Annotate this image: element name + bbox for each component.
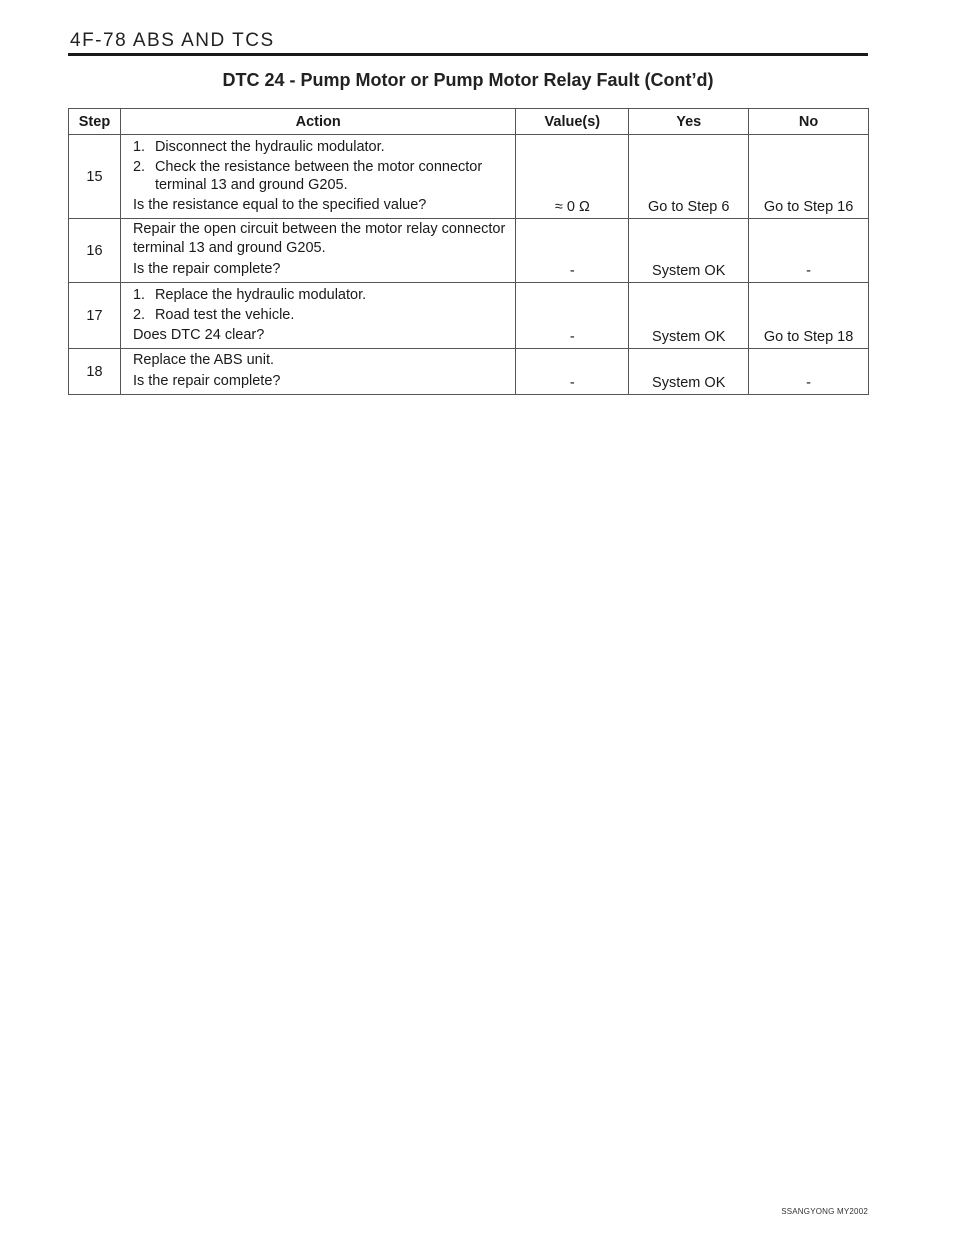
- action-question: Is the repair complete?: [132, 261, 281, 277]
- page-header: 4F-78 ABS AND TCS: [70, 30, 275, 51]
- table-row: [69, 283, 869, 349]
- no-cell: Go to Step 16: [749, 135, 869, 219]
- column-header-yes: Yes: [629, 109, 749, 135]
- action-step: 1. Disconnect the hydraulic modulator.: [132, 139, 385, 155]
- yes-cell: System OK: [629, 349, 749, 395]
- step-number: 18: [69, 349, 121, 395]
- yes-cell: System OK: [629, 283, 749, 349]
- table-header-row: [69, 109, 869, 135]
- step-number: 17: [69, 283, 121, 349]
- page-footer: SSANGYONG MY2002: [781, 1207, 868, 1216]
- value-cell: -: [516, 349, 629, 395]
- action-cell: [120, 219, 515, 283]
- no-cell: -: [749, 349, 869, 395]
- action-step: 1. Replace the hydraulic modulator.: [132, 287, 367, 303]
- table-row: [69, 135, 869, 219]
- yes-cell: Go to Step 6: [629, 135, 749, 219]
- table-row: [69, 219, 869, 283]
- value-cell: ≈ 0 Ω: [516, 135, 629, 219]
- action-step: 2. Road test the vehicle.: [132, 307, 295, 323]
- no-cell: -: [749, 219, 869, 283]
- column-header-values: Value(s): [516, 109, 629, 135]
- page-title: DTC 24 - Pump Motor or Pump Motor Relay Fault (Cont’d): [222, 70, 714, 90]
- action-text: Repair the open circuit between the motor relay connector terminal 13 and ground G205.: [132, 221, 506, 256]
- value-cell: -: [516, 283, 629, 349]
- column-header-step: Step: [69, 109, 121, 135]
- action-step: 2. Check the resistance between the motor connector terminal 13 and ground G205.: [132, 159, 483, 193]
- action-text: Replace the ABS unit.: [132, 352, 275, 368]
- header-rule: [68, 53, 868, 56]
- diagnostic-table: [68, 108, 869, 395]
- action-cell: [120, 283, 515, 349]
- action-cell: [120, 135, 515, 219]
- column-header-no: No: [749, 109, 869, 135]
- action-cell: [120, 349, 515, 395]
- yes-cell: System OK: [629, 219, 749, 283]
- column-header-action: Action: [120, 109, 515, 135]
- step-number: 16: [69, 219, 121, 283]
- value-cell: -: [516, 219, 629, 283]
- table-row: [69, 349, 869, 395]
- no-cell: Go to Step 18: [749, 283, 869, 349]
- step-number: 15: [69, 135, 121, 219]
- action-question: Is the resistance equal to the specified value?: [132, 197, 427, 213]
- action-question: Does DTC 24 clear?: [132, 327, 265, 343]
- action-question: Is the repair complete?: [132, 373, 281, 389]
